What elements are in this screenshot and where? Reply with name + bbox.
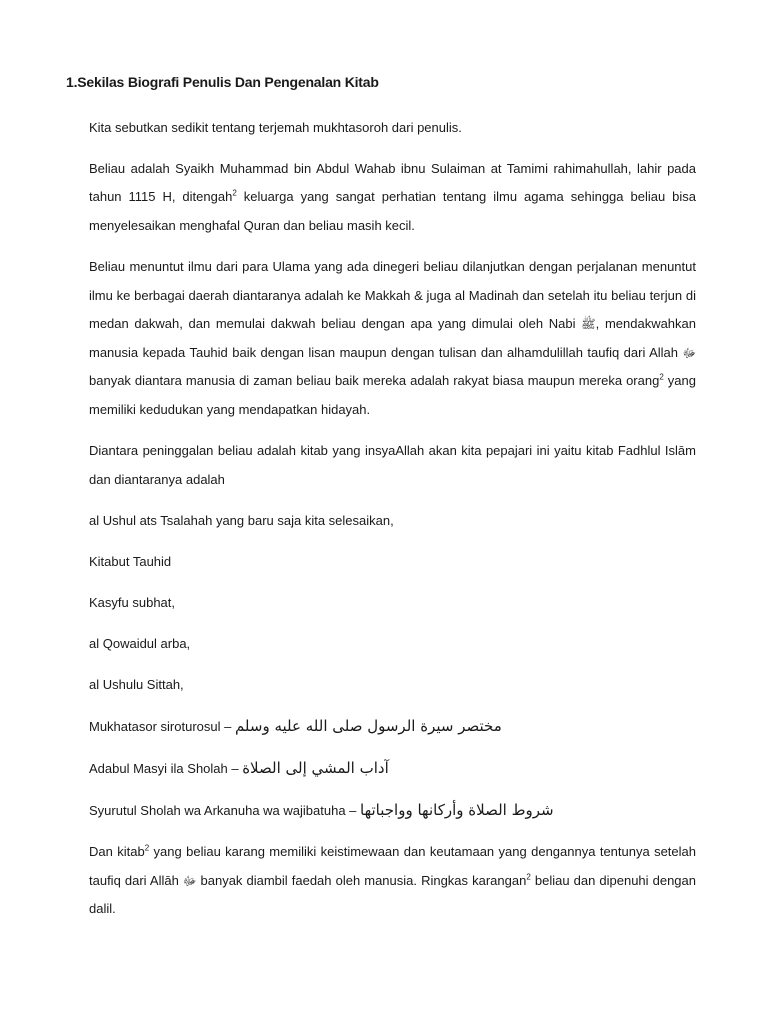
text-run: banyak diambil faedah oleh manusia. Ringkas karangan — [196, 872, 527, 888]
list-item: al Ushul ats Tsalahah yang baru saja kita selesaikan, — [89, 513, 394, 528]
list-item-latin: Syurutul Sholah wa Arkanuha wa wajibatuha – — [89, 803, 361, 818]
superscript: 2 — [659, 372, 664, 382]
text-run: keluarga yang sangat perhatian tentang ilmu agama sehingga beliau bisa menyelesaikan menghafal Quran dan beliau masih kecil. — [89, 189, 696, 233]
text-run: Beliau menuntut ilmu dari para Ulama yang ada dinegeri beliau dilanjutkan dengan perjalanan menuntut ilmu ke berbagai daerah diantaranya adalah ke Makkah & juga al Madinah dan setelah itu beliau terjun di medan dakwah, dan memulai dakwah beliau dengan apa yang dimulai oleh Nabi — [89, 259, 696, 331]
text-run: , mendakwahkan manusia kepada Tauhid baik dengan lisan maupun dengan tulisan dan alhamdulillah taufiq dari Allah — [89, 316, 697, 360]
list-item: al Ushulu Sittah, — [89, 677, 184, 692]
list-item-arabic — [89, 754, 696, 783]
list-item-arabic — [89, 712, 696, 741]
honorific-glyph: ﷻ — [682, 345, 696, 360]
list-item-arabic-title: آداب المشي إلى الصلاة — [242, 759, 389, 777]
list-item: al Qowaidul arba, — [89, 636, 191, 651]
superscript: 2 — [526, 872, 531, 882]
list-item-arabic-title: مختصر سيرة الرسول صلى الله عليه وسلم — [234, 717, 502, 735]
list-item-arabic-title: شروط الصلاة وأركانها وواجباتها — [360, 801, 554, 819]
list-item: Kasyfu subhat, — [89, 595, 175, 610]
book-list — [89, 507, 696, 825]
paragraph-biography — [89, 155, 696, 241]
text-run: yang beliau karang memiliki keistimewaan dan keutamaan yang dengannya tentunya setelah taufiq dari Allāh — [89, 844, 697, 888]
text-run: banyak diantara manusia di zaman beliau baik mereka adalah rakyat biasa maupun mereka orang — [89, 373, 660, 388]
superscript: 2 — [144, 843, 150, 853]
page-title: 1.Sekilas Biografi Penulis Dan Pengenalan Kitab — [66, 74, 379, 90]
list-item: Kitabut Tauhid — [89, 554, 172, 569]
text-run: Dan kitab — [89, 844, 145, 859]
list-item-latin: Adabul Masyi ila Sholah – — [89, 761, 243, 776]
superscript: 2 — [232, 188, 237, 198]
paragraph-conclusion — [89, 838, 696, 924]
list-item-latin: Mukhatasor siroturosul – — [89, 719, 235, 734]
list-item-arabic — [89, 796, 696, 825]
paragraph-legacy: Diantara peninggalan beliau adalah kitab yang insyaAllah akan kita pepajari ini yaitu kitab Fadhlul Islām dan diantaranya adalah — [89, 443, 696, 487]
text-run: yang memiliki kedudukan yang mendapatkan hidayah. — [89, 373, 696, 417]
paragraph-dakwah — [89, 253, 696, 424]
text-run: beliau dan dipenuhi dengan dalil. — [89, 872, 696, 916]
honorific-glyph: ﷻ — [182, 873, 197, 888]
honorific-glyph: ﷺ — [581, 317, 596, 331]
text-run: Beliau adalah Syaikh Muhammad bin Abdul Wahab ibnu Sulaiman at Tamimi rahimahullah, lahir pada tahun 1115 H, ditengah — [89, 160, 696, 204]
document-body — [89, 114, 696, 924]
paragraph-intro: Kita sebutkan sedikit tentang terjemah mukhtasoroh dari penulis. — [89, 120, 462, 135]
